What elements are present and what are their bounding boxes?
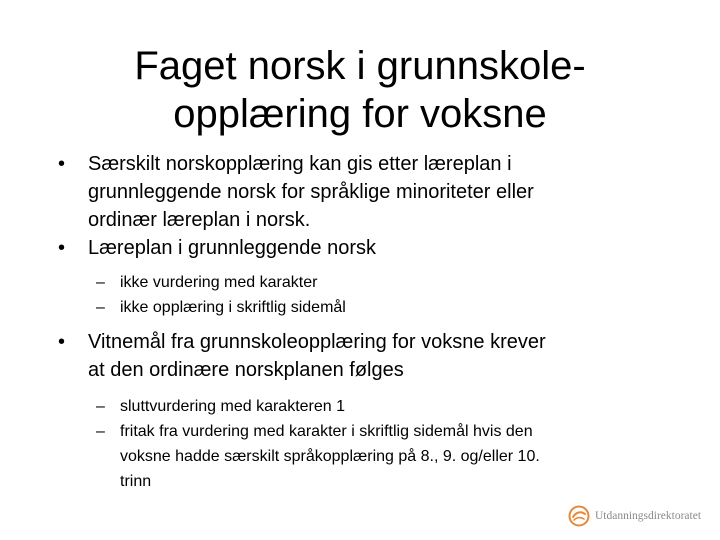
bullet-item-3-line-2: at den ordinære norskplanen følges: [88, 359, 404, 381]
sub-item-2-1: [58, 270, 678, 295]
logo: [568, 503, 713, 529]
sub-item-2-2-line-1: ikke opplæring i skriftlig sidemål: [120, 299, 346, 316]
dash-marker: –: [96, 423, 105, 440]
sub-item-3-2: [58, 419, 678, 494]
bullet-item-2: [58, 234, 678, 262]
bullet-marker: •: [58, 331, 66, 353]
sub-item-3-2-line-1: fritak fra vurdering med karakter i skriftlig sidemål hvis den: [120, 423, 533, 440]
bullet-item-3-line-1: Vitnemål fra grunnskoleopplæring for voksne krever: [88, 331, 546, 353]
slide-body: [58, 150, 678, 494]
logo-text: Utdanningsdirektoratet: [595, 510, 702, 522]
sub-item-3-1: [58, 394, 678, 419]
title-line-2: opplæring for voksne: [173, 92, 547, 136]
bullet-item-2-line-1: Læreplan i grunnleggende norsk: [88, 237, 376, 259]
utdanningsdirektoratet-logo-icon: [568, 505, 590, 527]
sub-item-3-1-line-1: sluttvurdering med karakteren 1: [120, 398, 345, 415]
bullet-item-1-line-3: ordinær læreplan i norsk.: [88, 209, 311, 231]
sub-item-2-2: [58, 295, 678, 320]
bullet-marker: •: [58, 237, 66, 259]
dash-marker: –: [96, 398, 105, 415]
dash-marker: –: [96, 299, 105, 316]
sub-item-3-2-line-2: voksne hadde særskilt språkopplæring på 8., 9. og/eller 10.: [120, 448, 540, 465]
bullet-item-1-line-1: Særskilt norskopplæring kan gis etter læreplan i: [88, 153, 512, 175]
slide-title: [60, 42, 660, 138]
dash-marker: –: [96, 274, 105, 291]
bullet-item-1: [58, 150, 678, 234]
sub-item-3-2-line-3: trinn: [120, 473, 152, 490]
bullet-marker: •: [58, 153, 66, 175]
bullet-item-3: [58, 328, 678, 384]
bullet-item-1-line-2: grunnleggende norsk for språklige minoriteter eller: [88, 181, 534, 203]
sub-item-2-1-line-1: ikke vurdering med karakter: [120, 274, 318, 291]
title-line-1: Faget norsk i grunnskole-: [134, 44, 586, 88]
